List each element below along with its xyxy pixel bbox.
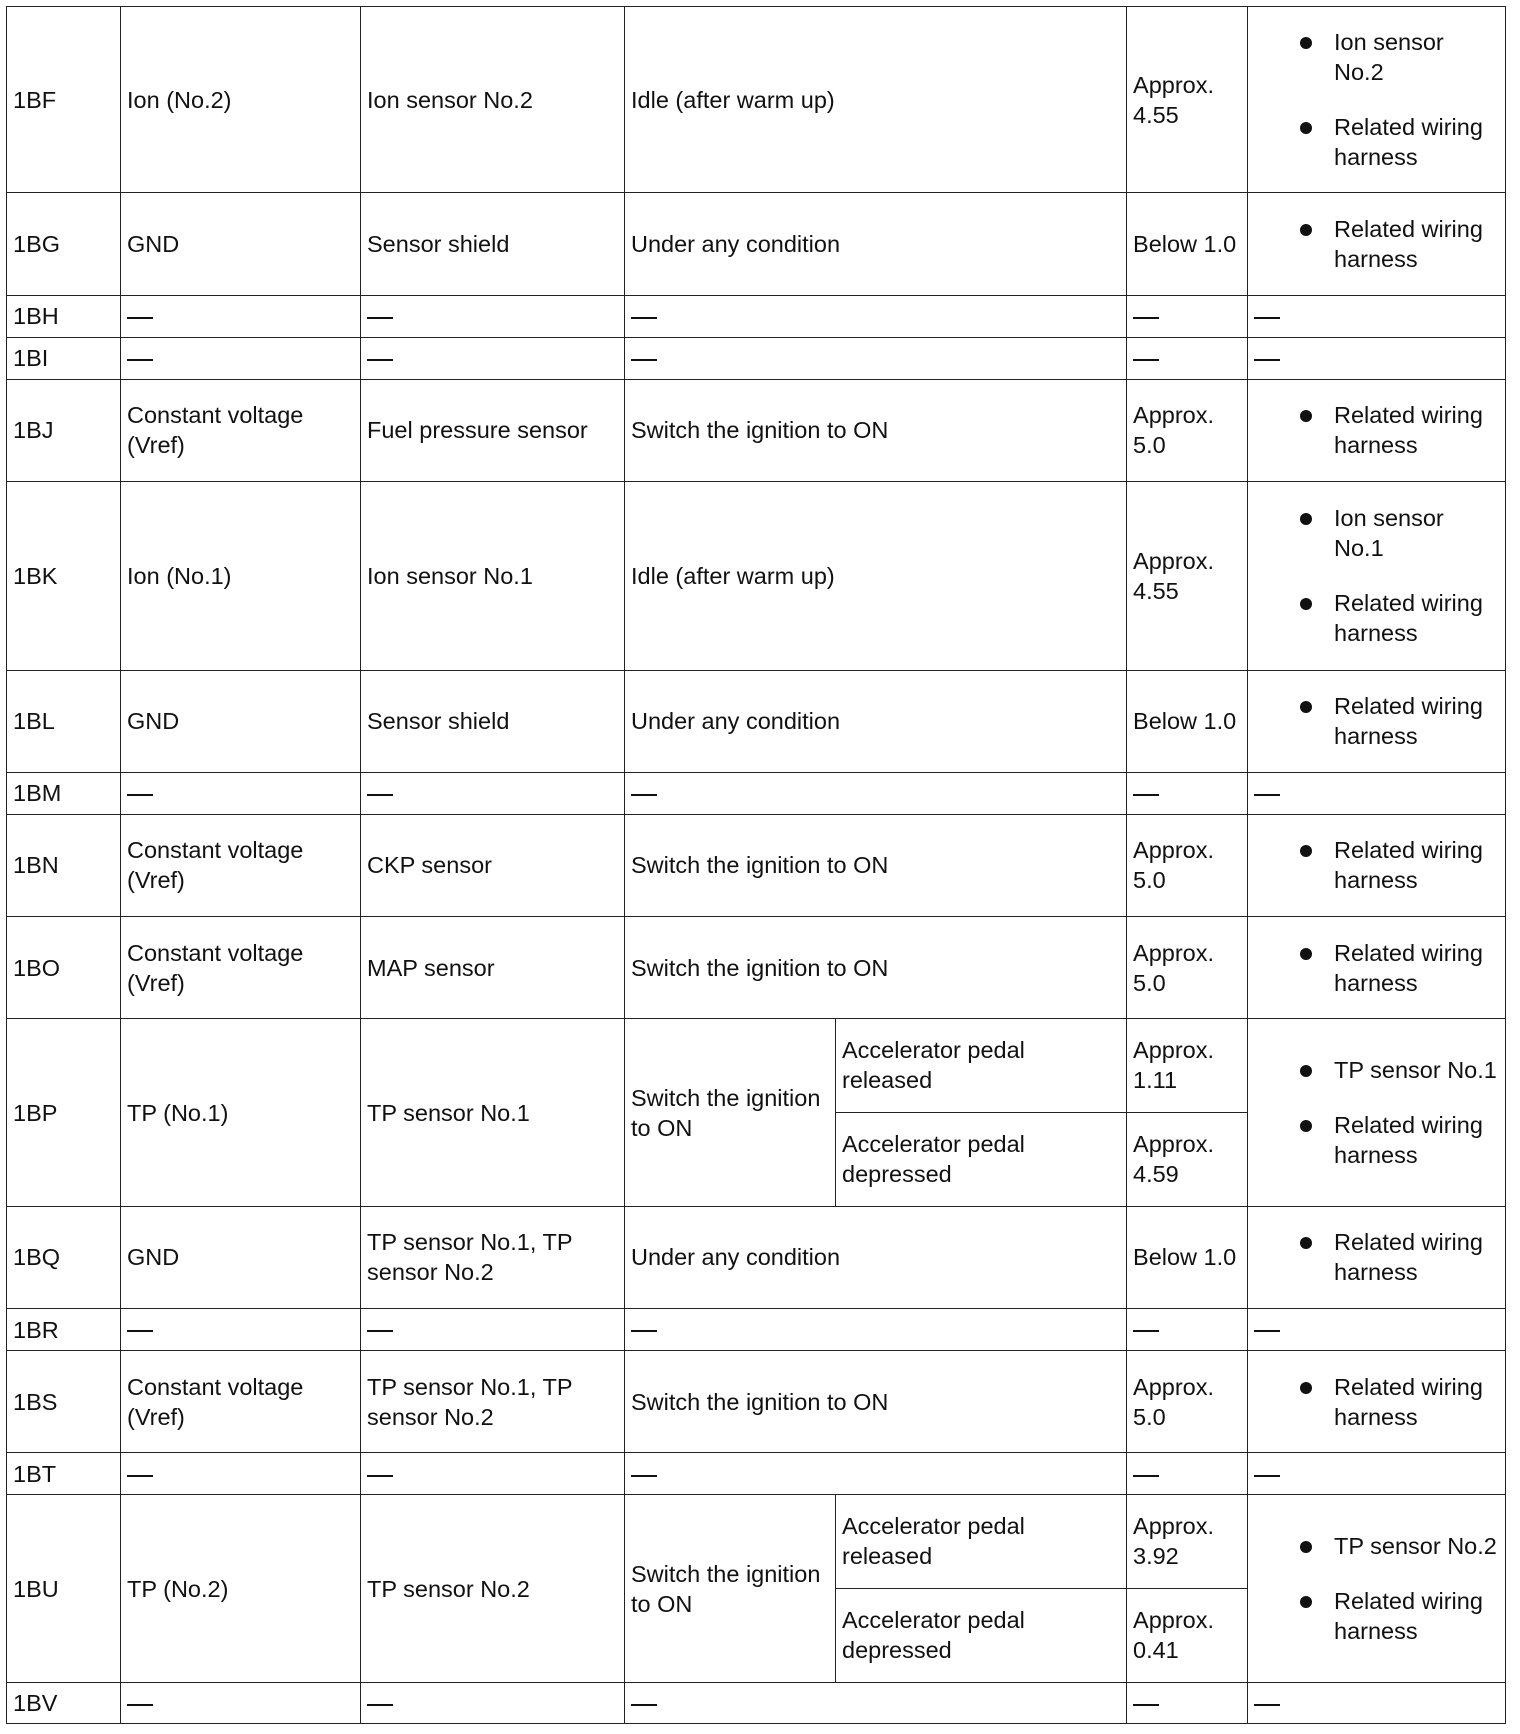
terminal-cell: 1BK [7, 482, 121, 670]
condition-cell: Switch the ignition to ON [625, 1351, 1127, 1453]
dash-cell [121, 1308, 361, 1350]
voltage-cell: Approx. 1.11 [1127, 1019, 1248, 1112]
table-row [7, 1019, 1506, 1112]
inspection-list [1254, 1372, 1499, 1432]
signal-cell: Constant voltage (Vref) [121, 917, 361, 1019]
voltage-cell: Below 1.0 [1127, 193, 1248, 295]
condition-cell: Switch the ignition to ON [625, 814, 1127, 916]
terminal-cell: 1BT [7, 1453, 121, 1495]
terminal-cell: 1BV [7, 1682, 121, 1723]
table-row [7, 670, 1506, 772]
dash-cell [1248, 295, 1506, 337]
sub-condition-cell: Accelerator pedal released [836, 1019, 1127, 1112]
dash-cell [625, 772, 1127, 814]
inspection-cell [1248, 1019, 1506, 1206]
inspection-cell [1248, 917, 1506, 1019]
list-item: Ion sensor No.1 [1334, 503, 1499, 563]
dash-mark [1254, 359, 1280, 361]
connected-to-cell: TP sensor No.1, TP sensor No.2 [361, 1351, 625, 1453]
dash-cell [121, 772, 361, 814]
connected-to-cell: Ion sensor No.1 [361, 482, 625, 670]
inspection-cell [1248, 814, 1506, 916]
dash-cell [625, 337, 1127, 379]
terminal-cell: 1BU [7, 1495, 121, 1682]
dash-cell [1127, 1453, 1248, 1495]
dash-cell [121, 1682, 361, 1723]
inspection-list [1254, 27, 1499, 172]
dash-mark [1133, 1475, 1159, 1477]
connected-to-cell: Sensor shield [361, 193, 625, 295]
dash-cell [1127, 1682, 1248, 1723]
inspection-cell [1248, 7, 1506, 193]
list-item: Related wiring harness [1334, 691, 1499, 751]
terminal-cell: 1BH [7, 295, 121, 337]
inspection-list [1254, 691, 1499, 751]
list-item: Related wiring harness [1334, 1586, 1499, 1646]
list-item: Related wiring harness [1334, 112, 1499, 172]
table-row [7, 337, 1506, 379]
condition-cell: Under any condition [625, 1206, 1127, 1308]
terminal-cell: 1BJ [7, 379, 121, 481]
table-row [7, 1351, 1506, 1453]
dash-cell [1248, 1308, 1506, 1350]
dash-cell [121, 1453, 361, 1495]
voltage-cell: Below 1.0 [1127, 670, 1248, 772]
dash-mark [631, 794, 657, 796]
inspection-list [1254, 1055, 1499, 1170]
connected-to-cell: MAP sensor [361, 917, 625, 1019]
list-item: TP sensor No.1 [1334, 1055, 1499, 1085]
signal-cell: Ion (No.1) [121, 482, 361, 670]
dash-cell [121, 337, 361, 379]
connected-to-cell: TP sensor No.1, TP sensor No.2 [361, 1206, 625, 1308]
terminal-cell: 1BN [7, 814, 121, 916]
inspection-list [1254, 214, 1499, 274]
inspection-list [1254, 938, 1499, 998]
list-item: Related wiring harness [1334, 1110, 1499, 1170]
dash-mark [1254, 794, 1280, 796]
voltage-cell: Approx. 5.0 [1127, 1351, 1248, 1453]
dash-cell [121, 295, 361, 337]
dash-mark [1133, 794, 1159, 796]
dash-cell [1127, 1308, 1248, 1350]
terminal-cell: 1BM [7, 772, 121, 814]
voltage-cell: Approx. 4.55 [1127, 7, 1248, 193]
inspection-list [1254, 835, 1499, 895]
dash-mark [367, 1475, 393, 1477]
list-item: Related wiring harness [1334, 938, 1499, 998]
connected-to-cell: TP sensor No.1 [361, 1019, 625, 1206]
dash-cell [1248, 1453, 1506, 1495]
dash-cell [625, 295, 1127, 337]
table-row [7, 482, 1506, 670]
connected-to-cell: CKP sensor [361, 814, 625, 916]
terminal-cell: 1BS [7, 1351, 121, 1453]
voltage-cell: Below 1.0 [1127, 1206, 1248, 1308]
dash-mark [127, 794, 153, 796]
terminal-cell: 1BI [7, 337, 121, 379]
condition-cell: Switch the ignition to ON [625, 917, 1127, 1019]
signal-cell: GND [121, 193, 361, 295]
dash-mark [1133, 317, 1159, 319]
list-item: Ion sensor No.2 [1334, 27, 1499, 87]
dash-cell [361, 1308, 625, 1350]
dash-mark [1254, 1704, 1280, 1706]
dash-mark [127, 359, 153, 361]
list-item: Related wiring harness [1334, 214, 1499, 274]
inspection-cell [1248, 1206, 1506, 1308]
signal-cell: Constant voltage (Vref) [121, 379, 361, 481]
dash-cell [1248, 337, 1506, 379]
terminal-cell: 1BG [7, 193, 121, 295]
inspection-cell [1248, 379, 1506, 481]
dash-cell [1127, 772, 1248, 814]
dash-mark [1254, 317, 1280, 319]
signal-cell: Constant voltage (Vref) [121, 1351, 361, 1453]
dash-cell [1127, 295, 1248, 337]
dash-mark [127, 1475, 153, 1477]
signal-cell: GND [121, 1206, 361, 1308]
dash-cell [625, 1453, 1127, 1495]
condition-cell: Switch the ignition to ON [625, 1495, 836, 1682]
dash-mark [631, 1330, 657, 1332]
table-row [7, 814, 1506, 916]
dash-mark [127, 317, 153, 319]
terminal-cell: 1BO [7, 917, 121, 1019]
table-row [7, 7, 1506, 193]
dash-mark [367, 317, 393, 319]
dash-mark [127, 1330, 153, 1332]
voltage-cell: Approx. 5.0 [1127, 917, 1248, 1019]
signal-cell: GND [121, 670, 361, 772]
inspection-cell [1248, 193, 1506, 295]
list-item: Related wiring harness [1334, 1372, 1499, 1432]
table-row [7, 1453, 1506, 1495]
table-row [7, 917, 1506, 1019]
voltage-cell: Approx. 4.55 [1127, 482, 1248, 670]
dash-cell [625, 1682, 1127, 1723]
connected-to-cell: TP sensor No.2 [361, 1495, 625, 1682]
inspection-list [1254, 400, 1499, 460]
sub-condition-cell: Accelerator pedal depressed [836, 1112, 1127, 1206]
voltage-cell: Approx. 3.92 [1127, 1495, 1248, 1588]
table-row [7, 1308, 1506, 1350]
list-item: Related wiring harness [1334, 835, 1499, 895]
inspection-list [1254, 1227, 1499, 1287]
connected-to-cell: Ion sensor No.2 [361, 7, 625, 193]
dash-mark [367, 359, 393, 361]
terminal-cell: 1BL [7, 670, 121, 772]
dash-mark [1133, 359, 1159, 361]
inspection-cell [1248, 1495, 1506, 1682]
terminal-cell: 1BR [7, 1308, 121, 1350]
signal-cell: TP (No.1) [121, 1019, 361, 1206]
condition-cell: Under any condition [625, 670, 1127, 772]
sub-condition-cell: Accelerator pedal released [836, 1495, 1127, 1588]
inspection-cell [1248, 1351, 1506, 1453]
signal-cell: TP (No.2) [121, 1495, 361, 1682]
dash-cell [1248, 772, 1506, 814]
connected-to-cell: Fuel pressure sensor [361, 379, 625, 481]
dash-cell [361, 337, 625, 379]
dash-mark [1254, 1475, 1280, 1477]
condition-cell: Idle (after warm up) [625, 482, 1127, 670]
dash-mark [631, 317, 657, 319]
table-row [7, 379, 1506, 481]
table-row [7, 1682, 1506, 1723]
dash-cell [625, 1308, 1127, 1350]
pcm-terminal-table [6, 6, 1506, 1724]
dash-cell [361, 1453, 625, 1495]
dash-cell [1248, 1682, 1506, 1723]
voltage-cell: Approx. 5.0 [1127, 379, 1248, 481]
dash-mark [631, 1704, 657, 1706]
inspection-cell [1248, 670, 1506, 772]
terminal-cell: 1BP [7, 1019, 121, 1206]
dash-mark [631, 359, 657, 361]
table-row [7, 772, 1506, 814]
dash-mark [367, 1330, 393, 1332]
dash-mark [1133, 1704, 1159, 1706]
terminal-cell: 1BQ [7, 1206, 121, 1308]
signal-cell: Ion (No.2) [121, 7, 361, 193]
dash-mark [1133, 1330, 1159, 1332]
dash-cell [361, 295, 625, 337]
list-item: Related wiring harness [1334, 588, 1499, 648]
table-row [7, 193, 1506, 295]
terminal-cell: 1BF [7, 7, 121, 193]
table-row [7, 295, 1506, 337]
dash-cell [361, 1682, 625, 1723]
list-item: Related wiring harness [1334, 400, 1499, 460]
table-row [7, 1206, 1506, 1308]
dash-mark [1254, 1330, 1280, 1332]
dash-cell [361, 772, 625, 814]
dash-cell [1127, 337, 1248, 379]
voltage-cell: Approx. 4.59 [1127, 1112, 1248, 1206]
inspection-list [1254, 503, 1499, 648]
dash-mark [367, 794, 393, 796]
list-item: Related wiring harness [1334, 1227, 1499, 1287]
condition-cell: Switch the ignition to ON [625, 1019, 836, 1206]
condition-cell: Idle (after warm up) [625, 7, 1127, 193]
condition-cell: Switch the ignition to ON [625, 379, 1127, 481]
connected-to-cell: Sensor shield [361, 670, 625, 772]
signal-cell: Constant voltage (Vref) [121, 814, 361, 916]
table-row [7, 1495, 1506, 1588]
dash-mark [367, 1704, 393, 1706]
sub-condition-cell: Accelerator pedal depressed [836, 1588, 1127, 1682]
inspection-list [1254, 1531, 1499, 1646]
inspection-cell [1248, 482, 1506, 670]
dash-mark [631, 1475, 657, 1477]
voltage-cell: Approx. 0.41 [1127, 1588, 1248, 1682]
dash-mark [127, 1704, 153, 1706]
voltage-cell: Approx. 5.0 [1127, 814, 1248, 916]
condition-cell: Under any condition [625, 193, 1127, 295]
list-item: TP sensor No.2 [1334, 1531, 1499, 1561]
